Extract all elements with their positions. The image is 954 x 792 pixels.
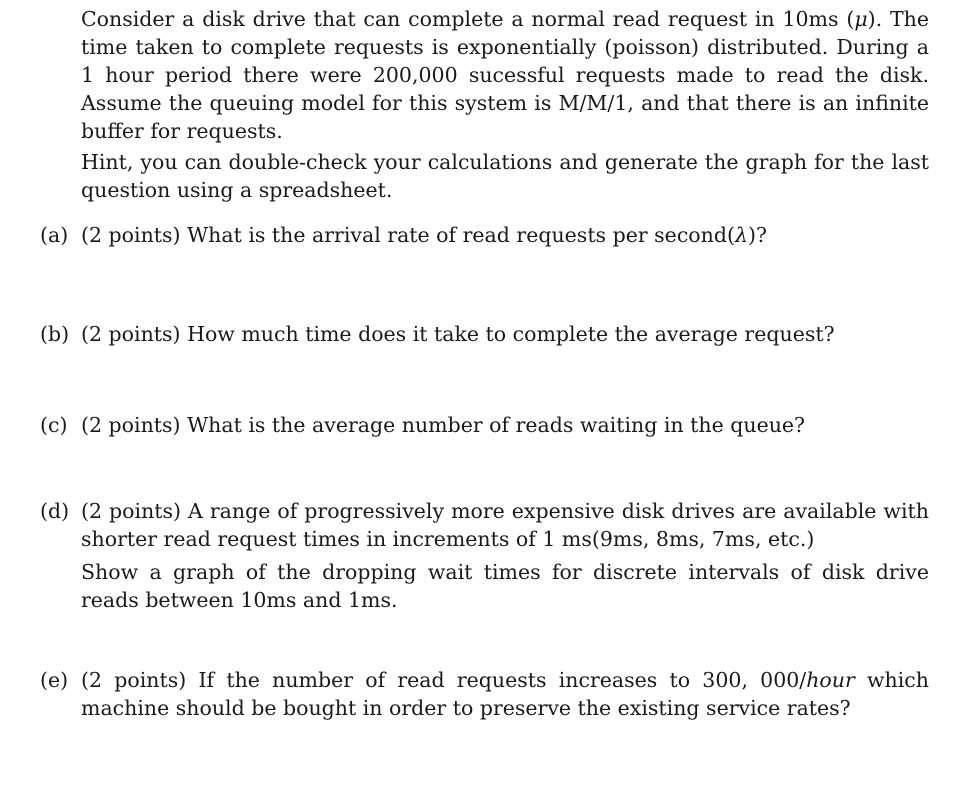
question-body <box>81 411 929 439</box>
question-tail: )? <box>747 223 767 247</box>
question-c <box>40 411 929 439</box>
question-body <box>81 497 929 614</box>
question-points: (2 points) <box>81 223 181 247</box>
question-points: (2 points) <box>81 413 181 437</box>
question-points: (2 points) <box>81 499 182 523</box>
question-text: What is the arrival rate of read requests per second( <box>187 223 735 247</box>
mu-symbol: μ <box>854 7 868 31</box>
question-label: (a) <box>40 223 69 247</box>
question-points: (2 points) <box>81 322 181 346</box>
question-points: (2 points) <box>81 668 187 692</box>
problem-intro <box>81 5 929 145</box>
question-b <box>40 320 929 348</box>
question-text: How much time does it take to complete the average request? <box>187 322 835 346</box>
intro-text-part1: Consider a disk drive that can complete a normal read request in 10ms ( <box>81 7 855 31</box>
question-tail: which machine should be bought in order to preserve the existing service rates? <box>81 668 929 720</box>
question-text: What is the average number of reads waiting in the queue? <box>187 413 806 437</box>
question-body <box>81 221 929 249</box>
lambda-symbol: λ <box>734 223 748 247</box>
question-e <box>40 666 929 722</box>
intro-text-part2: ). The time taken to complete requests is exponentially (poisson) distributed. During a 1 hour period there were 200,000 sucessful requests made to read the disk. Assume the queuing model for this system is M/M/1, and that there is an infinite buffer for requests. <box>81 7 929 143</box>
hour-unit: hour <box>806 668 855 692</box>
question-body <box>81 320 929 348</box>
question-label: (c) <box>40 413 68 437</box>
question-subtext: Show a graph of the dropping wait times for discrete intervals of disk drive reads between 10ms and 1ms. <box>81 560 929 612</box>
question-label: (d) <box>40 499 70 523</box>
question-a <box>40 221 929 249</box>
question-text: If the number of read requests increases to 300, 000/ <box>198 668 807 692</box>
question-label: (e) <box>40 668 69 692</box>
question-text: A range of progressively more expensive disk drives are available with shorter read request times in increments of 1 ms(9ms, 8ms, 7ms, etc.) <box>81 499 929 551</box>
question-d <box>40 497 929 614</box>
hint-text: Hint, you can double-check your calculations and generate the graph for the last question using a spreadsheet. <box>81 150 929 202</box>
question-label: (b) <box>40 322 70 346</box>
question-body <box>81 666 929 722</box>
